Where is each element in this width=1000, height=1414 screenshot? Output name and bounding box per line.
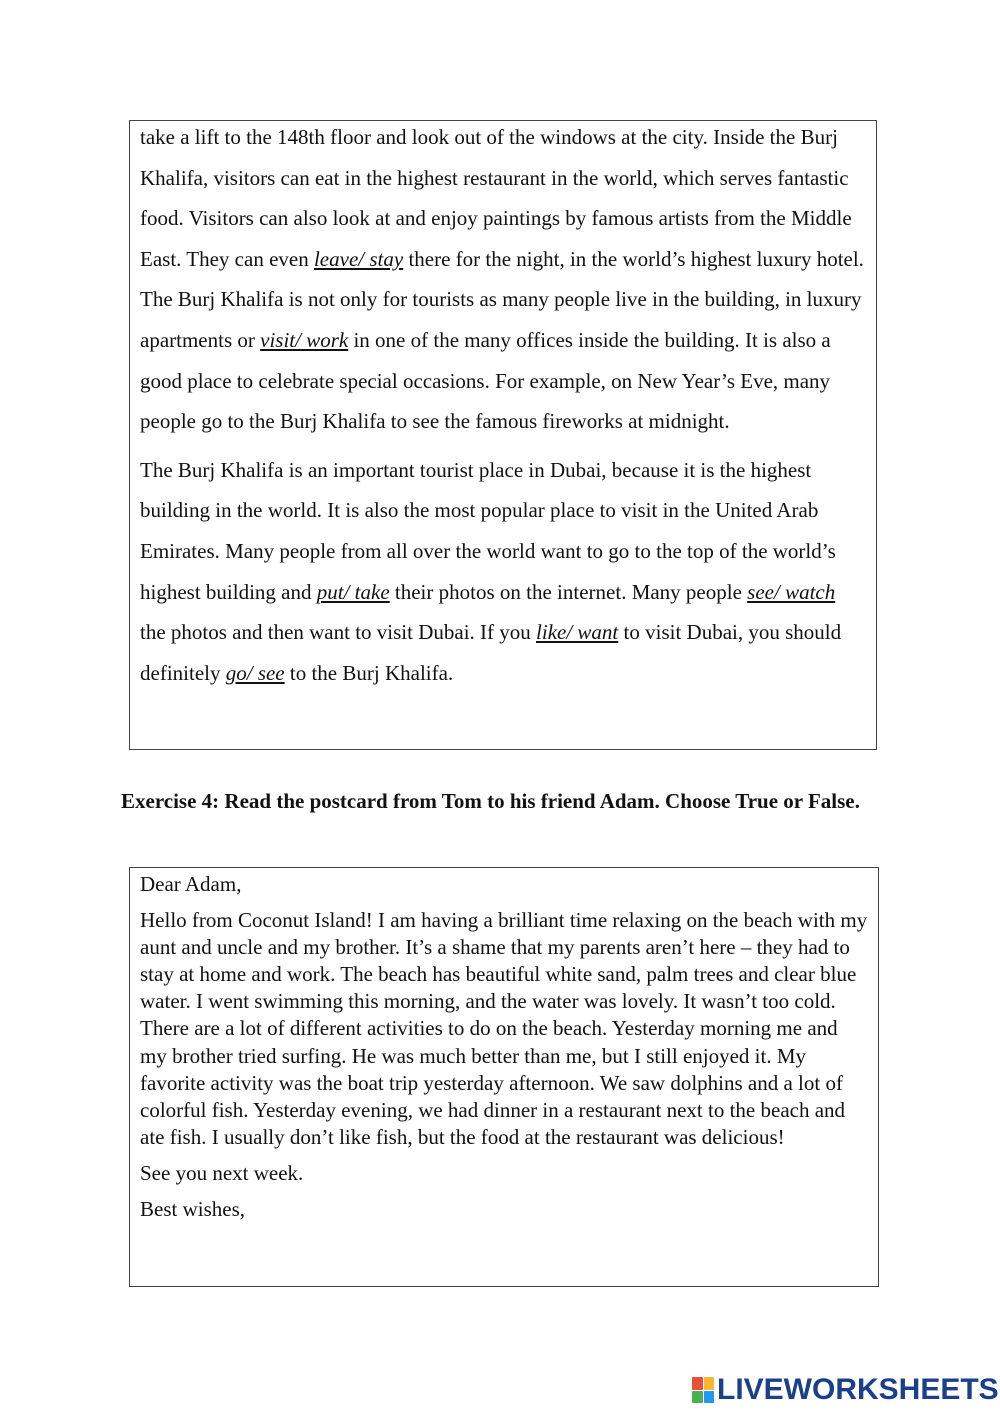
logo-square-yellow (704, 1377, 715, 1390)
logo-grid-icon (692, 1377, 714, 1403)
postcard-box (129, 867, 879, 1287)
word-choice[interactable]: see/ watch (747, 579, 836, 604)
logo-text: LIVEWORKSHEETS (717, 1373, 999, 1406)
exercise-4-heading: Exercise 4: Read the postcard from Tom to his friend Adam. Choose True or False. (121, 789, 860, 813)
postcard-closing: See you next week. (140, 1160, 304, 1185)
postcard-body: Hello from Coconut Island! I am having a brilliant time relaxing on the beach with my aunt and uncle and my brother. It’s a shame that my parents aren’t here – they had to stay at home and work. The beach has beautiful white sand, palm trees and clear blue water. I went swimming this morning, and the water was lovely. It wasn’t too cold. There are a lot of different activities to do on the beach. Yesterday morning me and my brother tried surfing. He was much better than me, but I still enjoyed it. My favorite activity was the boat trip yesterday afternoon. We saw dolphins and a lot of colorful fish. Yesterday evening, we had dinner in a restaurant next to the beach and ate fish. I usually don’t like fish, but the food at the restaurant was delicious! (140, 908, 868, 1149)
word-choice[interactable]: like/ want (536, 620, 619, 645)
logo-square-red (692, 1377, 703, 1390)
postcard-greeting: Dear Adam, (140, 872, 242, 896)
reading-text-box (129, 120, 877, 750)
reading-paragraph-1: take a lift to the 148th floor and look out of the windows at the city. Inside the Burj Khalifa, visitors can eat in the highest restaurant in the world, which serves fantastic food. Visitors can also look at and enjoy paintings by famous artists from the Middle East. They can even leave/ stay there for the night, in the world’s highest luxury hotel. The Burj Khalifa is not only for tourists as many people live in the building, in luxury apartments or visit/ work in one of the many offices inside the building. It is also a good place to celebrate special occasions. For example, on New Year’s Eve, many people go to the Burj Khalifa to see the famous fireworks at midnight. (140, 125, 864, 434)
word-choice[interactable]: go/ see (225, 660, 285, 685)
reading-paragraph-2: The Burj Khalifa is an important tourist place in Dubai, because it is the highest building in the world. It is also the most popular place to visit in the United Arab Emirates. Many people from all over the world want to go to the top of the world’s highest building and put/ take their photos on the internet. Many people see/ watch the photos and then want to visit Dubai. If you like/ want to visit Dubai, you should definitely go/ see to the Burj Khalifa. (140, 457, 842, 685)
logo-square-blue (704, 1391, 715, 1404)
postcard-signoff: Best wishes, (140, 1197, 245, 1222)
logo-square-green (692, 1391, 703, 1404)
word-choice[interactable]: leave/ stay (313, 246, 404, 271)
word-choice[interactable]: put/ take (316, 579, 390, 604)
word-choice[interactable]: visit/ work (260, 327, 349, 352)
liveworksheets-logo (692, 1374, 999, 1406)
